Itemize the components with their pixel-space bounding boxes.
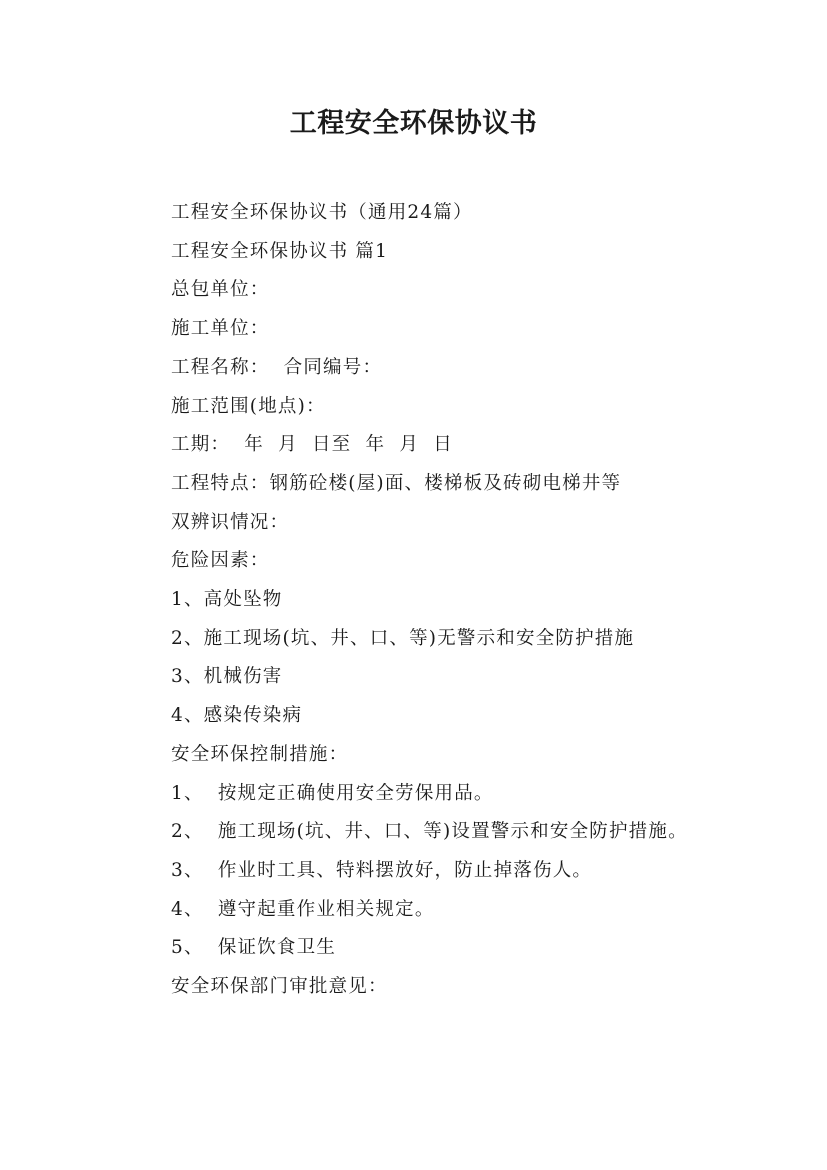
list-item: 2、 施工现场(坑、井、口、等)设置警示和安全防护措施。 [171, 821, 688, 843]
paragraph-heading: 工程安全环保协议书（通用24篇） [171, 202, 473, 223]
paragraph-construction-unit: 施工单位： [171, 318, 270, 340]
list-item: 1、 按规定正确使用安全劳保用品。 [171, 782, 494, 804]
list-item: 4、感染传染病 [171, 705, 303, 727]
list-item: 2、施工现场(坑、井、口、等)无警示和安全防护措施 [171, 627, 635, 649]
list-item: 3、机械伤害 [171, 666, 283, 688]
paragraph-identification: 双辨识情况： [171, 511, 290, 533]
list-item: 5、 保证饮食卫生 [171, 937, 337, 959]
document-title: 工程安全环保协议书 [289, 108, 538, 139]
paragraph-project-features: 工程特点：钢筋砼楼(屋)面、楼梯板及砖砌电梯井等 [171, 472, 622, 494]
list-item: 3、 作业时工具、特料摆放好，防止掉落伤人。 [171, 859, 593, 881]
paragraph-control-measures: 安全环保控制措施： [171, 743, 349, 765]
paragraph-section-title: 工程安全环保协议书 篇1 [171, 240, 389, 262]
paragraph-risk-factors: 危险因素： [171, 550, 270, 572]
paragraph-approval-opinion: 安全环保部门审批意见： [171, 976, 388, 998]
paragraph-duration: 工期： 年 月 日至 年 月 日 [171, 434, 453, 456]
list-item: 4、 遵守起重作业相关规定。 [171, 898, 435, 920]
list-item: 1、高处坠物 [171, 589, 283, 611]
paragraph-construction-scope: 施工范围(地点)： [171, 395, 326, 417]
document-body [127, 194, 707, 1007]
paragraph-project-name: 工程名称： 合同编号： [171, 356, 383, 378]
paragraph-general-contractor: 总包单位： [171, 279, 270, 301]
